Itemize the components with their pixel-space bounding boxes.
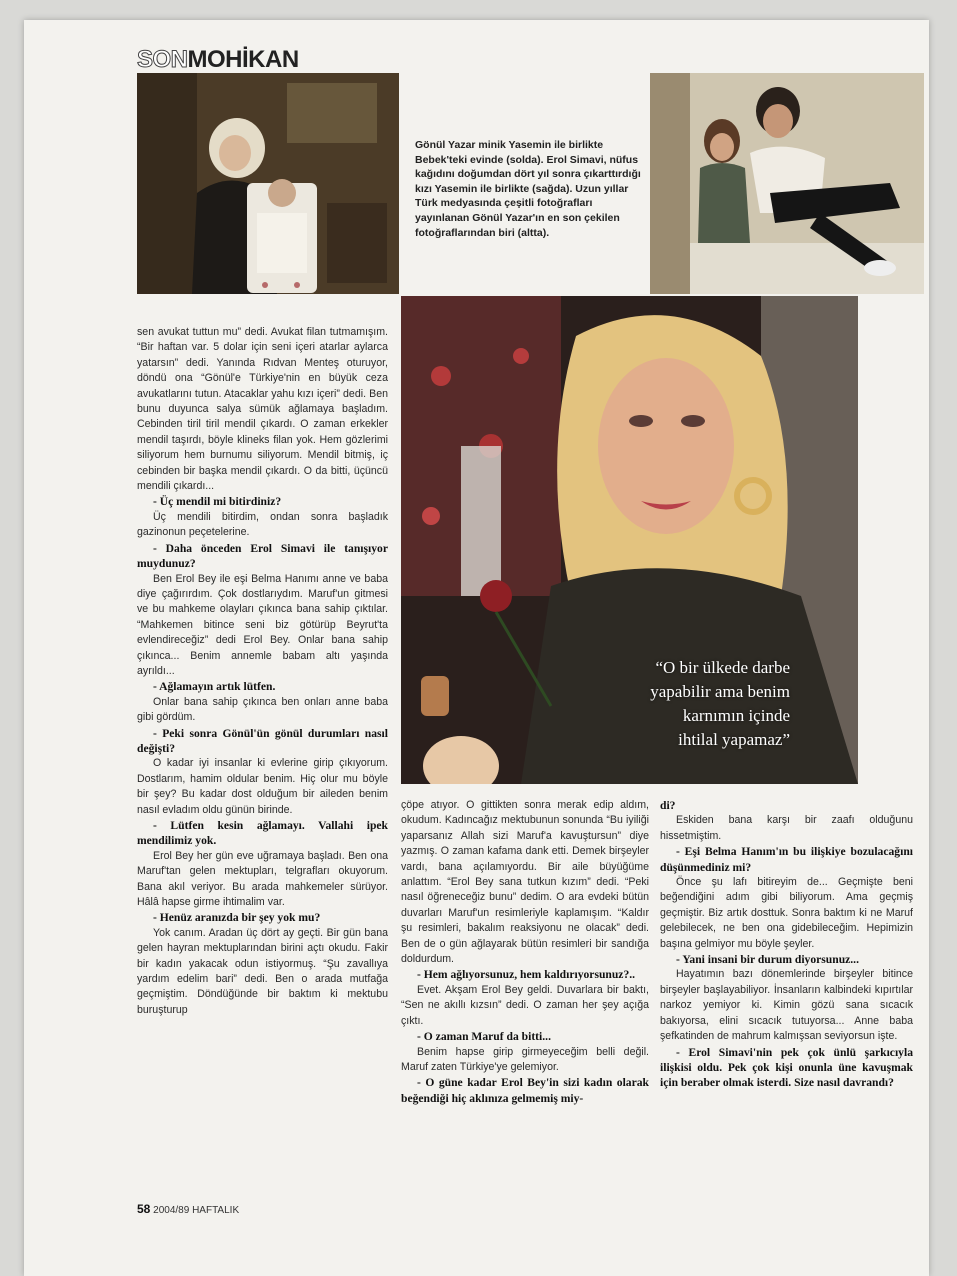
interview-question: - Henüz aranızda bir şey yok mu? [153,911,321,925]
answer-paragraph: Üç mendili bitirdim, ondan sonra başladık gazinonun peçetelerine. [137,510,388,539]
interview-question: - Erol Simavi'nin pek çok ünlü şarkıcıyla ilişkisi oldu. Pek çok kişi onunla üne kavuşmak için beraber olmak isterdi. Size nasıl davrandı? [660,1045,913,1090]
article-column-2 [401,798,649,1106]
answer-paragraph: Benim hapse girip girmeyeceğim belli değil. Maruf zaten Türkiye'ye gelemiyor. [401,1045,649,1073]
interview-question: - Yani insani bir durum diyorsunuz... [676,953,859,967]
quote-line: ihtilal yapamaz” [678,730,790,749]
photo-mother-with-baby [137,73,399,294]
answer-paragraph: O kadar iyi insanlar ki evlerine girip çıkıyorum. Dostlarım, hamim oldular benim. Hiç olur mu böyle bir şey? Bu kadar dost olduğum bir aileden benim nasıl evladım oldu günün birinde. [137,757,388,816]
quote-line: “O bir ülkede darbe [655,658,790,677]
quote-line: karnımın içinde [682,706,790,725]
photo-caption: Gönül Yazar minik Yasemin ile birlikte Bebek'teki evinde (solda). Erol Simavi, nüfus kağıdını doğumdan dört yıl sonra çıkarttırdığı kızı Yasemin ile birlikte (sağda). Uzun yıllar Türk medyasında çeşitli fotoğrafları yayınlanan Gönül Yazar'ın en son çekilen fotoğraflarından biri (altta). [415,139,641,239]
header-prefix: SON [137,46,188,73]
quote-line: yapabilir ama benim [650,682,790,701]
answer-paragraph: Eskiden bana karşı bir zaafı olduğunu hissetmiştim. [660,814,913,842]
answer-paragraph: Yok canım. Aradan üç dört ay geçti. Bir gün bana gelen hayran mektuplarından birini açtı okudu. Fakir bir kadın yakacak odun istiyormuş. “Şu zavallıya yardım edelim bari” dedi. Ben o arada mutfağa geçmiştim. Döndüğünde bir baktım ki mektubu buruşturup [137,926,388,1016]
interview-question: - Eşi Belma Hanım'ın bu ilişkiye bozulacağını düşünmediniz mi? [660,845,913,874]
interview-question: - Hem ağlıyorsunuz, hem kaldırıyorsunuz?.. [417,968,636,982]
interview-question: - Ağlamayın artık lütfen. [153,680,276,694]
interview-question: - Lütfen kesin ağlamayı. Vallahi ipek mendilimiz yok. [137,819,388,848]
issue-label: 2004/89 HAFTALIK [153,1205,240,1216]
interview-question: - Daha önceden Erol Simavi ile tanışıyor muydunuz? [137,541,388,571]
answer-paragraph: sen avukat tuttun mu” dedi. Avukat filan tutmamışım. “Bir haftan var. 5 dolar için seni içeri atarlar aylarca yatarsın” dedi. Yanında Rıdvan Menteş oturuyor, döndü ona “Gönül'e Türkiye'nin en büyük ceza avukatlarını tutun. Atacaklar yahu kızı içeri” dedi. Ben bunu duyunca salya sümük ağlamaya başladım. Cebinden tiril tiril mendil çıkardı. O zaman erkekler mendil taşırdı, böyle klineks filan yok. Hem gözlerimi siliyorum hem burnumu siliyorum. Mendil bitmiş, iç cebinden bir başka mendil çıkardı. O da bitti, üçüncü mendili çıkardı... [137,326,388,493]
page-number: 58 [137,1202,151,1216]
photo-father-with-daughter [650,73,924,294]
answer-paragraph: Evet. Akşam Erol Bey geldi. Duvarlara bir baktı, “Sen ne akıllı kızsın” dedi. O zaman her şey açığa çıktı. [401,983,649,1027]
answer-paragraph: Hayatımın bazı dönemlerinde birşeyler bitince birşeyler başlayabiliyor. İnsanların kalbindeki kıpırtılar narkoz yemiyor ki. Kimin gözü sana sıcacık bakıyorsa, elini sıcacık tutuyorsa... Anne baba şefkatinden de mahrum kalmışsan seviyorsun işte. [660,968,913,1043]
answer-paragraph: çöpe atıyor. O gittikten sonra merak edip aldım, okudum. Kadıncağız mektubunun sonunda “Bu iyiliği yaparsanız Allah sizi Maruf'a kavuştursun” diye yazmış. O zaman kafama dank etti. Demek birşeyler vardı, bana açılamıyordu. Bir aile büyüğüme anlattım. “Erol Bey sana tutkun kızım” dedi. “Peki nasıl öğreneceğiz bunu” dedim. O ara evdeki bütün duvarları Maruf'un resimleriyle kaplamışım. “Kaldır şu resimleri, bakalım reaksiyonu ne olacak” dedi. Ben de o gün ağlayarak bütün resimleri bir sandığa doldurdum. [401,799,649,966]
interview-question: - O zaman Maruf da bitti... [417,1030,551,1044]
article-column-3 [660,798,913,1091]
pull-quote [614,656,790,752]
interview-question: di? [660,799,676,812]
header-title: MOHİKAN [187,46,299,73]
page-footer [137,1202,239,1216]
answer-paragraph: Önce şu lafı bitireyim de... Geçmişte beni beğendiğini adım gibi biliyorum. Ama geçmiş geçmiştir. Biz artık dosttuk. Sonra baktım ki ne Maruf gelebilecek, ne ben ona gidebileceğim. Hepimizin başına gelmiyor mu böyle şeyler. [660,876,913,950]
answer-paragraph: Erol Bey her gün eve uğramaya başladı. Ben ona Maruf'tan gelen mektupları, telgrafları okuyorum. Bana akıl veriyor. Bu arada mahkemeler sürüyor. Hâlâ hapse girme ihtimalim var. [137,849,388,909]
answer-paragraph: Ben Erol Bey ile eşi Belma Hanımı anne ve baba diye çağırırdım. Çok dostlarıydım. Maruf'un gitmesi ve bu mahkeme olayları çıkınca bana sahip çıktılar. “Mahkemen bitince seni biz götürüp Beyrut'ta evlendireceğiz” dedi Erol Bey. Onlar bana sahip çıkınca... Benim annemle babam altı yaşında ayrıldı... [137,572,388,677]
article-column-1 [137,325,388,1018]
interview-question: - Peki sonra Gönül'ün gönül durumları nasıl değişti? [137,726,388,755]
section-header [137,44,299,74]
answer-paragraph: Onlar bana sahip çıkınca ben onları anne baba gibi gördüm. [137,695,388,724]
interview-question: - O güne kadar Erol Bey'in sizi kadın olarak beğendiği hiç aklınıza gelmemiş miy- [401,1076,649,1105]
interview-question: - Üç mendil mi bitirdiniz? [153,495,282,509]
